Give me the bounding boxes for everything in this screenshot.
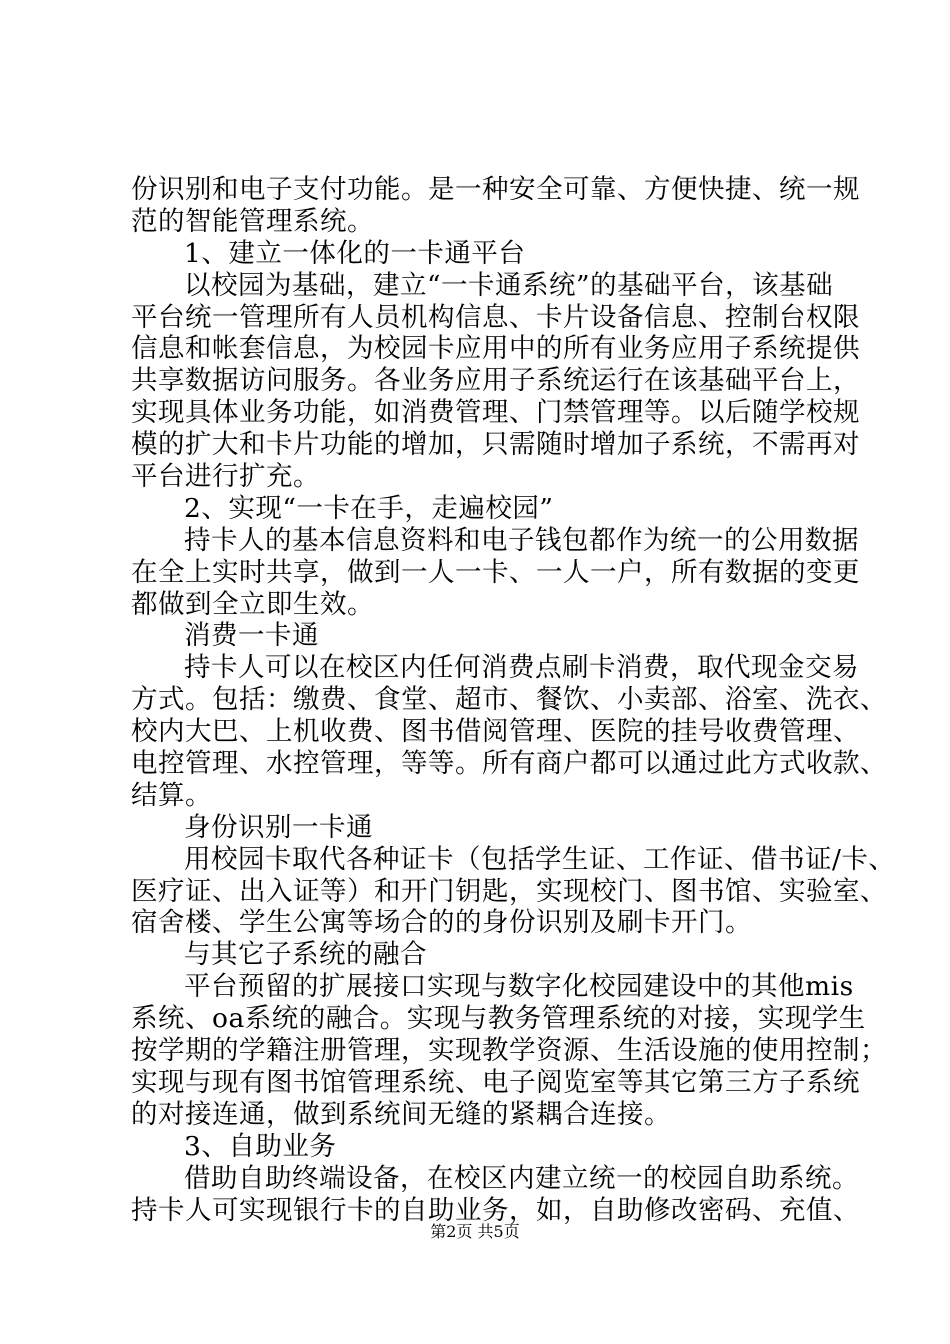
section-heading: 1、建立一体化的一卡通平台 [184, 237, 526, 269]
section-heading: 与其它子系统的融合 [184, 939, 427, 971]
section-heading: 身份识别一卡通 [184, 811, 373, 843]
text-line: 平台进行扩充。 [131, 461, 320, 493]
text-line: 宿舍楼、学生公寓等场合的的身份识别及刷卡开门。 [131, 907, 752, 939]
text-line: 电控管理、水控管理，等等。所有商户都可以通过此方式收款、 [131, 748, 887, 780]
text-line: 平台预留的扩展接口实现与数字化校园建设中的其他mis [184, 971, 854, 1003]
text-line: 医疗证、出入证等）和开门钥匙，实现校门、图书馆、实验室、 [131, 875, 887, 907]
text-line: 范的智能管理系统。 [131, 205, 374, 237]
section-heading: 3、自助业务 [184, 1130, 337, 1162]
text-line: 持卡人可实现银行卡的自助业务，如，自助修改密码、充值、 [131, 1194, 860, 1226]
text-line: 系统、oa系统的融合。实现与教务管理系统的对接，实现学生 [131, 1003, 866, 1035]
text-line: 以校园为基础，建立“一卡通系统”的基础平台，该基础 [184, 269, 834, 301]
text-line: 按学期的学籍注册管理，实现教学资源、生活设施的使用控制； [131, 1035, 887, 1067]
text-line: 实现与现有图书馆管理系统、电子阅览室等其它第三方子系统 [131, 1066, 860, 1098]
page-footer: 第2页 共5页 [430, 1222, 520, 1241]
text-line: 校内大巴、上机收费、图书借阅管理、医院的挂号收费管理、 [131, 716, 860, 748]
section-heading: 消费一卡通 [184, 620, 319, 652]
text-line: 份识别和电子支付功能。是一种安全可靠、方便快捷、统一规 [131, 174, 860, 205]
text-line: 模的扩大和卡片功能的增加，只需随时增加子系统，不需再对 [131, 429, 860, 461]
text-line: 持卡人可以在校区内任何消费点刷卡消费，取代现金交易 [184, 652, 859, 684]
text-line: 借助自助终端设备，在校区内建立统一的校园自助系统。 [184, 1162, 859, 1194]
text-line: 方式。包括：缴费、食堂、超市、餐饮、小卖部、浴室、洗衣、 [131, 684, 887, 716]
text-line: 用校园卡取代各种证卡（包括学生证、工作证、借书证/卡、 [184, 843, 896, 875]
document-body [131, 174, 896, 1226]
text-line: 信息和帐套信息，为校园卡应用中的所有业务应用子系统提供 [131, 333, 860, 365]
section-heading: 2、实现“一卡在手，走遍校园” [184, 492, 554, 524]
text-line: 在全上实时共享，做到一人一卡、一人一户，所有数据的变更 [131, 556, 860, 588]
text-line: 平台统一管理所有人员机构信息、卡片设备信息、控制台权限 [131, 301, 860, 333]
text-line: 结算。 [131, 779, 212, 811]
text-line: 实现具体业务功能，如消费管理、门禁管理等。以后随学校规 [131, 397, 860, 429]
text-line: 都做到全立即生效。 [131, 588, 374, 620]
text-line: 持卡人的基本信息资料和电子钱包都作为统一的公用数据 [184, 524, 859, 556]
text-line: 的对接连通，做到系统间无缝的紧耦合连接。 [131, 1098, 671, 1130]
text-line: 共享数据访问服务。各业务应用子系统运行在该基础平台上， [131, 365, 860, 397]
